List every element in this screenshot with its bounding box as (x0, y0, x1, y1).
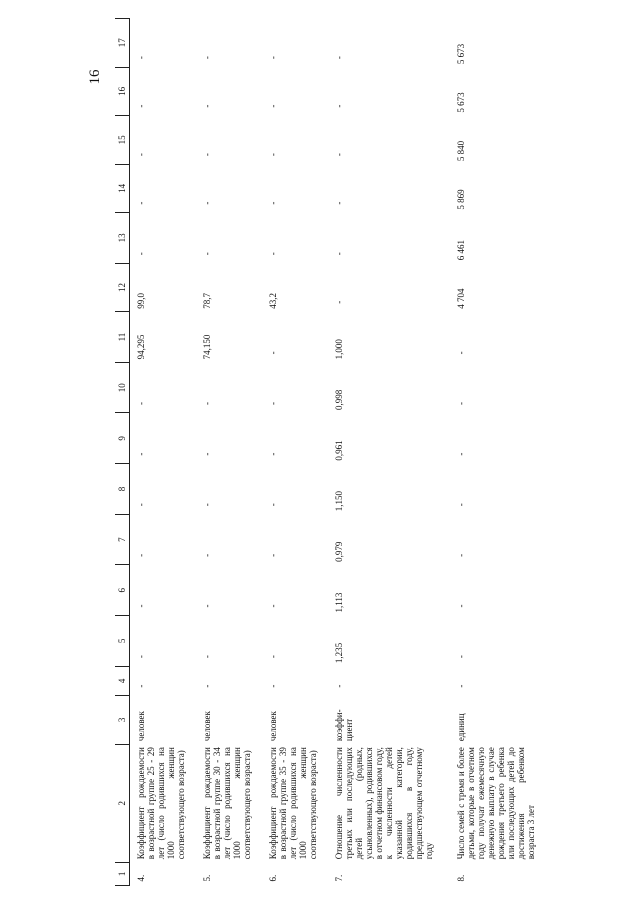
value-cell: - (455, 655, 466, 659)
value-cell: - (267, 684, 278, 688)
column-header: 11 (115, 312, 130, 363)
value-cell: - (201, 684, 212, 688)
value-cell: - (201, 104, 212, 108)
value-cell: - (136, 655, 146, 659)
value-cell: - (333, 56, 344, 60)
value-cell: 0,961 (333, 440, 344, 461)
value-cell: 0,979 (333, 541, 344, 562)
indicator-name: Коэффициент рождаемости в возрастной группе 25 - 29 лет (число родившихся на 1000 женщин соответствующего возраста) (136, 747, 186, 860)
value-cell: 0,998 (333, 389, 344, 410)
table-row (130, 19, 196, 886)
table-body (130, 19, 550, 886)
row-number: 7. (333, 874, 344, 882)
value-cell: - (267, 503, 278, 507)
value-cell: - (136, 153, 146, 157)
value-cell: 1,000 (333, 339, 344, 360)
value-cell: - (136, 684, 146, 688)
value-cell: - (201, 201, 212, 205)
column-header: 5 (115, 616, 130, 667)
row-number: 8. (455, 874, 466, 882)
column-header: 4 (115, 666, 130, 696)
column-header: 17 (115, 19, 130, 68)
value-cell: - (333, 684, 344, 688)
rotated-table-container (115, 18, 639, 886)
value-cell: - (267, 351, 278, 355)
value-cell: - (455, 604, 466, 608)
value-cell: - (201, 655, 212, 659)
value-cell: - (333, 300, 344, 304)
value-cell: - (136, 201, 146, 205)
column-header: 9 (115, 413, 130, 464)
value-cell: - (136, 402, 146, 405)
value-cell: - (201, 503, 212, 507)
indicator-name: Коэффициент рождаемости в возрастной группе 35 - 39 лет (число родившихся на 1000 женщин соответствующего возраста) (267, 747, 318, 860)
value-cell: 6 461 (455, 239, 466, 261)
value-cell: - (333, 104, 344, 108)
value-cell: 1,113 (333, 592, 344, 613)
value-cell: - (201, 452, 212, 456)
value-cell: - (267, 56, 278, 60)
value-cell: 1,235 (333, 642, 344, 664)
value-cell: 1,150 (333, 491, 344, 512)
value-cell: - (201, 153, 212, 157)
row-number: 5. (201, 874, 212, 882)
value-cell: - (267, 604, 278, 608)
table-row (262, 19, 328, 886)
column-header: 14 (115, 164, 130, 213)
value-cell: - (201, 604, 212, 608)
value-cell: - (455, 452, 466, 456)
value-cell: - (455, 684, 466, 688)
column-header: 6 (115, 565, 130, 616)
column-header: 7 (115, 514, 130, 565)
value-cell: - (136, 452, 146, 456)
header-row (115, 19, 130, 886)
value-cell: - (455, 402, 466, 405)
value-cell: - (267, 452, 278, 456)
column-header: 12 (115, 263, 130, 312)
value-cell: 5 869 (455, 189, 466, 210)
unit-of-measure: единиц (455, 713, 466, 742)
value-cell: - (267, 252, 278, 256)
row-number: 6. (267, 874, 278, 882)
column-header: 3 (115, 696, 130, 745)
value-cell: - (267, 655, 278, 659)
page-number: 16 (86, 69, 103, 85)
value-cell: - (136, 104, 146, 108)
value-cell: - (201, 553, 212, 557)
value-cell: 5 673 (455, 92, 466, 113)
value-cell: - (455, 503, 466, 507)
value-cell: - (136, 252, 146, 256)
table-row (328, 19, 450, 886)
value-cell: - (333, 252, 344, 256)
value-cell: 5 840 (455, 140, 466, 162)
value-cell: - (201, 402, 212, 405)
value-cell: - (267, 553, 278, 557)
indicator-table (115, 18, 550, 886)
unit-of-measure: человек (267, 711, 278, 742)
value-cell: - (333, 153, 344, 157)
unit-of-measure: коэффи-циент (333, 709, 354, 742)
value-cell: - (267, 201, 278, 205)
value-cell: 5 673 (455, 43, 466, 65)
value-cell: - (455, 351, 466, 355)
column-header: 2 (115, 744, 130, 862)
unit-of-measure: человек (136, 711, 146, 742)
table-row (196, 19, 262, 886)
value-cell: - (201, 252, 212, 256)
table-row (450, 19, 550, 886)
indicator-name: Число семей с тремя и более детьми, которые в отчетном году получат ежемесячную денежную выплату в случае рождения третьего ребенка или последующих детей до достижения ребенком возраста 3 лет (455, 747, 536, 860)
column-header: 8 (115, 464, 130, 515)
column-header: 16 (115, 67, 130, 116)
value-cell: 99,0 (136, 293, 146, 309)
value-cell: 74,150 (201, 334, 212, 360)
value-cell: - (136, 553, 146, 557)
value-cell: 4 704 (455, 288, 466, 309)
value-cell: - (267, 402, 278, 405)
value-cell: - (267, 104, 278, 108)
value-cell: - (333, 201, 344, 205)
value-cell: 43,2 (267, 293, 278, 309)
column-header: 13 (115, 213, 130, 264)
indicator-name: Отношение численности третьих или последующих детей (родных, усыновленных), родившихся в отчетном финансовом году, к численности детей указанной категории, родившихся в году, предшествующем отчетному году (333, 747, 434, 860)
value-cell: - (267, 153, 278, 157)
value-cell: - (136, 604, 146, 608)
value-cell: - (201, 56, 212, 60)
value-cell: - (136, 503, 146, 507)
unit-of-measure: человек (201, 711, 212, 742)
column-header: 1 (115, 862, 130, 885)
value-cell: 94,295 (136, 334, 146, 360)
column-header: 10 (115, 362, 130, 413)
value-cell: - (455, 553, 466, 557)
value-cell: - (136, 56, 146, 60)
row-number: 4. (136, 874, 146, 882)
column-header: 15 (115, 116, 130, 165)
indicator-name: Коэффициент рождаемости в возрастной группе 30 - 34 лет (число родившихся на 1000 женщин соответствующего возраста) (201, 747, 252, 860)
value-cell: 78,7 (201, 293, 212, 309)
